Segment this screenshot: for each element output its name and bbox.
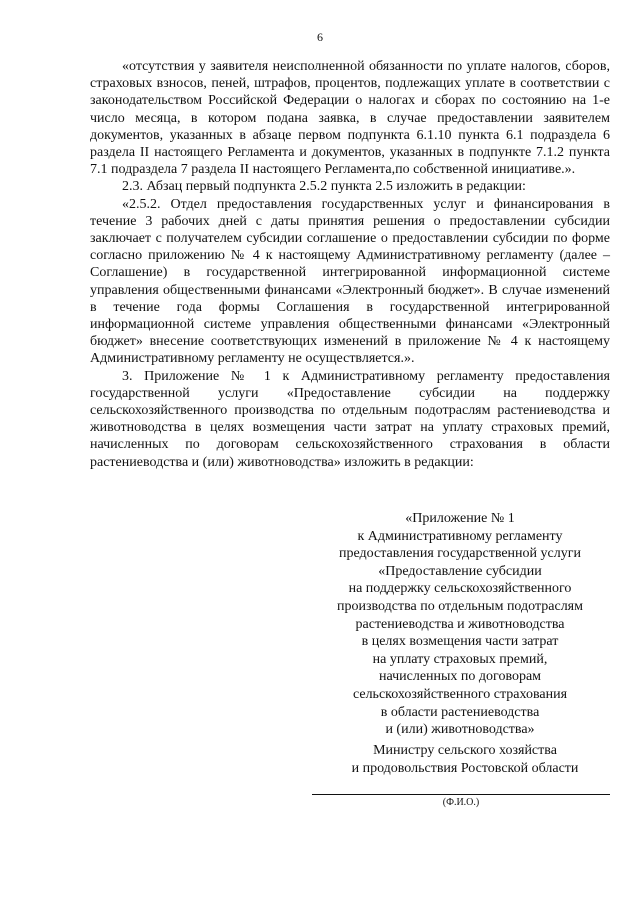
addressee-line: и продовольствия Ростовской области [351,760,579,776]
appendix-line: в области растениеводства [380,704,540,720]
signature-caption: (Ф.И.О.) [442,797,480,808]
appendix-line: предоставления государственной услуги [339,546,581,562]
appendix-line: производства по отдельным подотраслям [337,598,583,614]
appendix-line: «Приложение № 1 [405,511,515,526]
appendix-line: сельскохозяйственного страхования [352,686,568,702]
appendix-line: и (или) животноводства» [385,722,535,738]
addressee-line: Министру сельского хозяйства [373,743,557,758]
signature-line [312,794,610,795]
appendix-line: к Административному регламенту [357,528,563,544]
page-number: 6 [317,30,323,44]
addressee-block [320,742,610,777]
paragraph: «отсутствия у заявителя неисполненной обязанности по уплате налогов, сборов, страховых взносов, пеней, штрафов, процентов, подлежащих уплате в соответствии с законодательством Российской Федерации о налогах и сборах по состоянию на 1-е число месяца, в котором подана заявка, в случае предоставлении заявителем документов, указанных в абзаце первом подпункта 6.1.10 пункта 6.1 подраздела 6 раздела II настоящего Регламента и документов, указанных в подпункте 7.1.2 пункта 7.1 подраздела 7 раздела II настоящего Регламента,по собственной инициативе.». [90,59,610,178]
appendix-line: в целях возмещения части затрат [361,634,559,650]
paragraph: 2.3. Абзац первый подпункта 2.5.2 пункта 2.5 изложить в редакции: [122,179,526,195]
appendix-heading [305,510,615,739]
paragraph: 3. Приложение № 1 к Административному регламенту предоставления государственной услуги «Предоставление субсидии на поддержку сельскохозяйственного производства по отдельным подотраслям растениеводства и животноводства в целях возмещения части затрат на уплату страховых премий, начисленных по договорам сельскохозяйственного страхования в области растениеводства и (или) животноводства» изложить в редакции: [90,368,610,470]
appendix-line: на поддержку сельскохозяйственного [348,581,572,597]
body-text [90,58,610,471]
paragraph: «2.5.2. Отдел предоставления государственных услуг и финансирования в течение 3 рабочих дней с даты принятия решения о предоставлении субсидии заключает с получателем субсидии соглашение о предоставлении субсидии по форме согласно приложению № 4 к настоящему Административному регламенту (далее – Соглашение) в государственной интегрированной информационной системе управления общественными финансами «Электронный бюджет». В случае изменений в течение года формы Соглашения в государственной интегрированной информационной системе управления общественными финансами «Электронный бюджет» внесение соответствующих изменений в приложение № 4 к настоящему Административному регламенту не осуществляется.». [90,196,610,367]
appendix-line: начисленных по договорам [378,669,542,685]
appendix-line: «Предоставление субсидии [378,563,542,579]
appendix-line: растениеводства и животноводства [355,616,565,632]
appendix-line: на уплату страховых премий, [372,651,548,667]
